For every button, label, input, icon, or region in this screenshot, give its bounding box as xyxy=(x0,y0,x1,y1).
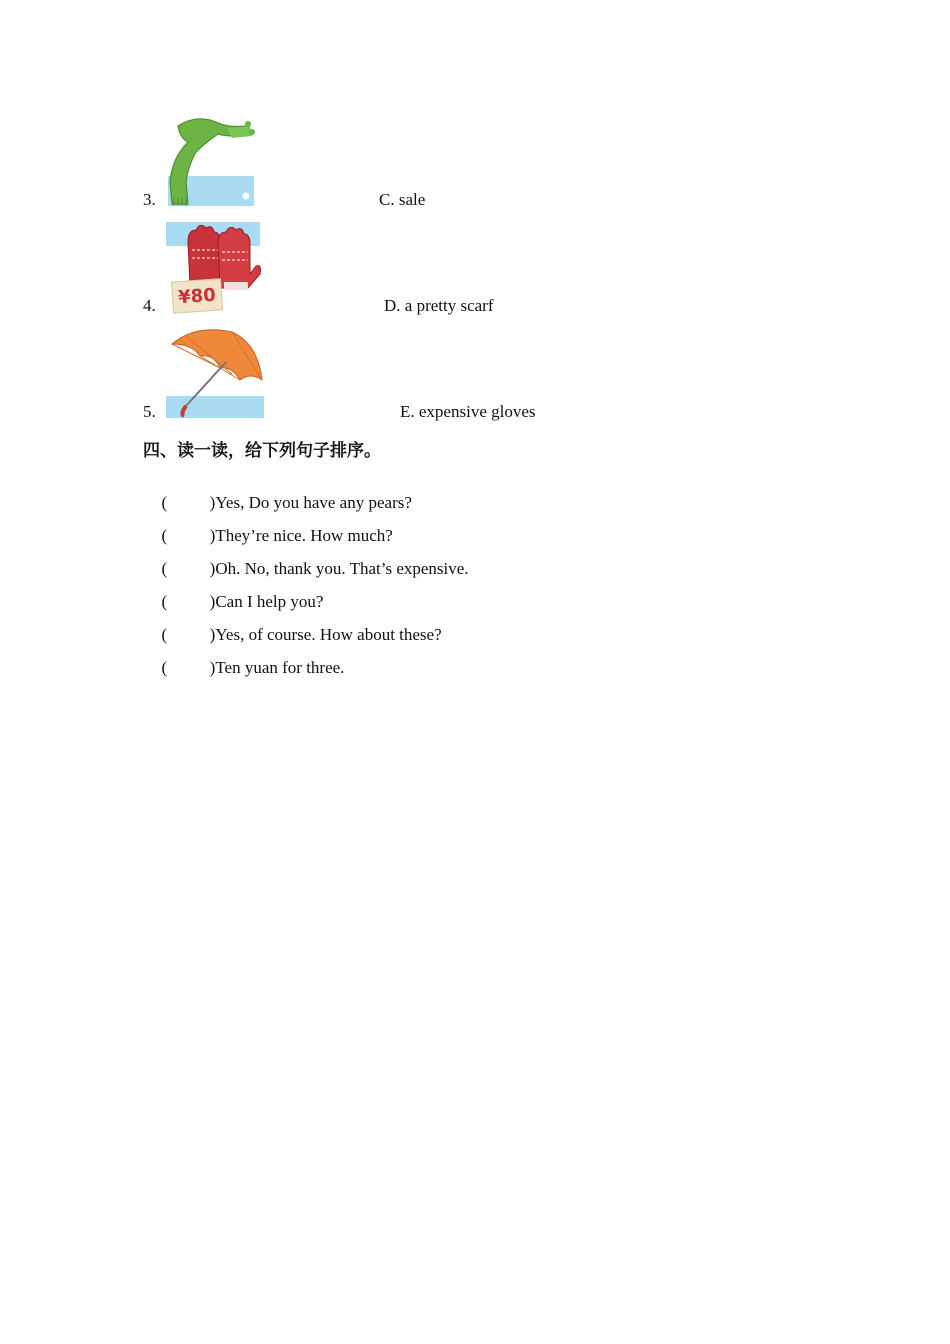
answer-blank[interactable]: ( ) xyxy=(161,658,216,677)
answer-blank[interactable]: ( ) xyxy=(161,592,216,611)
sentence-text: Oh. No, thank you. That’s expensive. xyxy=(215,559,469,578)
price-tag xyxy=(171,278,223,313)
scarf-picture xyxy=(166,112,258,208)
sentence-text: Yes, of course. How about these? xyxy=(215,625,442,644)
orange-umbrella-icon xyxy=(166,326,266,418)
umbrella-picture xyxy=(166,326,266,418)
sentence-text: Ten yuan for three. xyxy=(215,658,345,677)
sentence-text: Can I help you? xyxy=(215,592,324,611)
gloves-picture xyxy=(166,220,262,314)
option-text: D. a pretty scarf xyxy=(384,296,494,315)
answer-blank[interactable]: ( ) xyxy=(161,493,216,512)
section-heading: 四、读一读，给下列句子排序。 xyxy=(143,441,381,461)
item-number: 5. xyxy=(143,402,156,421)
answer-blank[interactable]: ( ) xyxy=(161,625,216,644)
sentence-row xyxy=(153,638,344,678)
answer-blank[interactable]: ( ) xyxy=(161,559,216,578)
sentence-text: Yes, Do you have any pears? xyxy=(215,493,412,512)
sentence-text: They’re nice. How much? xyxy=(215,526,393,545)
item-number: 4. xyxy=(143,296,156,315)
green-scarf-icon xyxy=(166,112,258,208)
option-text: C. sale xyxy=(379,190,426,209)
item-number: 3. xyxy=(143,190,156,209)
option-text: E. expensive gloves xyxy=(400,402,536,421)
answer-blank[interactable]: ( ) xyxy=(161,526,216,545)
price-tag-label: ¥80 xyxy=(177,284,217,308)
